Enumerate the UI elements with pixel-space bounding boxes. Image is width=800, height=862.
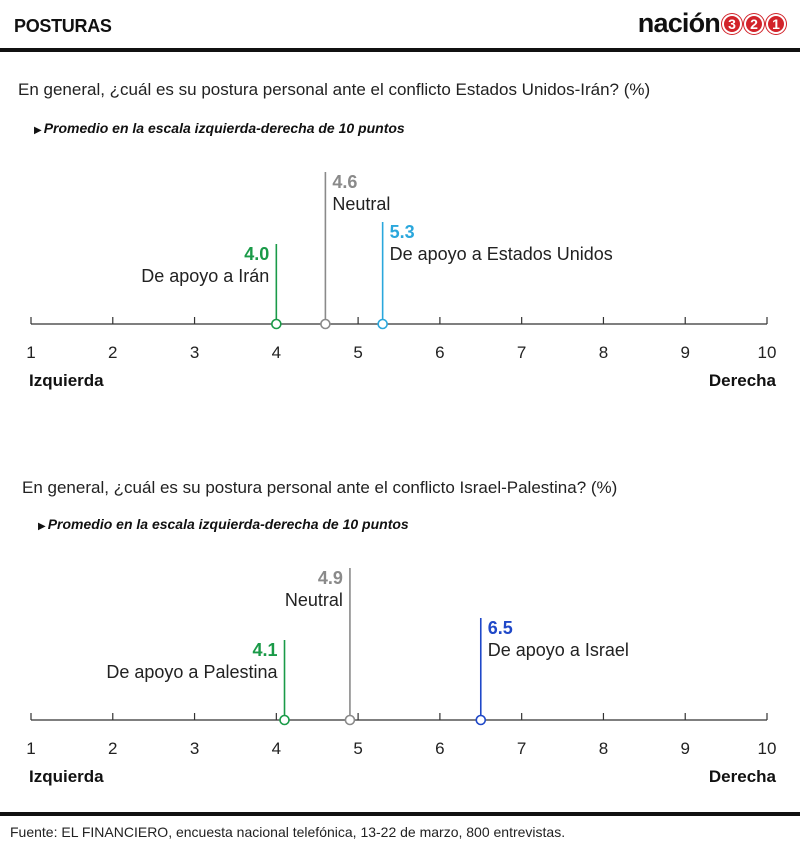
chart-1-subtitle (34, 120, 405, 136)
point-label: De apoyo a Palestina (106, 662, 278, 682)
bottom-rule (0, 812, 800, 816)
point-label: Neutral (332, 194, 391, 214)
data-point (321, 320, 330, 329)
tick-label: 10 (757, 739, 777, 758)
point-label: Neutral (284, 590, 343, 610)
right-end-label: Derecha (708, 767, 776, 786)
section-title: POSTURAS (14, 16, 112, 36)
value-label: 4.1 (252, 640, 278, 660)
brand-logo (638, 8, 786, 39)
chart-2-title: En general, ¿cuál es su postura personal ante el conflicto Israel-Palestina? (%) (22, 478, 618, 497)
chart-1 (0, 160, 800, 420)
data-point (345, 716, 354, 725)
tick-label: 2 (108, 739, 118, 758)
left-end-label: Izquierda (29, 371, 104, 390)
tick-label: 6 (435, 343, 445, 362)
chart-2-subtitle-text: Promedio en la escala izquierda-derecha de 10 puntos (47, 516, 409, 532)
brand-word: nación (637, 8, 720, 38)
tick-label: 4 (271, 343, 282, 362)
brand-badge-1: 1 (766, 14, 786, 34)
data-point (272, 320, 281, 329)
left-end-label: Izquierda (29, 767, 104, 786)
point-label: De apoyo a Israel (487, 640, 629, 660)
tick-label: 3 (189, 343, 200, 362)
value-label: 5.3 (389, 222, 415, 242)
tick-label: 7 (516, 343, 527, 362)
top-rule (0, 48, 800, 52)
point-label: De apoyo a Estados Unidos (389, 244, 613, 264)
tick-label: 9 (680, 343, 690, 362)
tick-label: 5 (353, 739, 363, 758)
tick-label: 6 (435, 739, 445, 758)
value-label: 4.0 (244, 244, 270, 264)
chart-1-title: En general, ¿cuál es su postura personal ante el conflicto Estados Unidos-Irán? (%) (18, 80, 651, 99)
brand-badge-3: 3 (722, 14, 742, 34)
value-label: 4.6 (332, 172, 358, 192)
tick-label: 7 (516, 739, 527, 758)
tick-label: 1 (26, 739, 36, 758)
chart-2-subtitle (38, 516, 409, 532)
value-label: 6.5 (487, 618, 513, 638)
chart-1-subtitle-text: Promedio en la escala izquierda-derecha de 10 puntos (43, 120, 405, 136)
tick-label: 3 (189, 739, 200, 758)
tick-label: 4 (271, 739, 282, 758)
header (0, 0, 800, 46)
chart-2 (0, 556, 800, 816)
tick-label: 5 (353, 343, 363, 362)
tick-label: 8 (598, 739, 609, 758)
tick-label: 1 (26, 343, 36, 362)
source-note: Fuente: EL FINANCIERO, encuesta nacional telefónica, 13-22 de marzo, 800 entrevistas. (10, 824, 566, 840)
data-point (378, 320, 387, 329)
tick-label: 8 (598, 343, 609, 362)
value-label: 4.9 (317, 568, 343, 588)
triangle-icon: ▶ (34, 125, 42, 136)
right-end-label: Derecha (708, 371, 776, 390)
point-label: De apoyo a Irán (141, 266, 270, 286)
tick-label: 10 (757, 343, 777, 362)
data-point (476, 716, 485, 725)
tick-label: 2 (108, 343, 118, 362)
data-point (280, 716, 289, 725)
brand-badge-2: 2 (744, 14, 764, 34)
tick-label: 9 (680, 739, 690, 758)
triangle-icon: ▶ (38, 521, 46, 532)
